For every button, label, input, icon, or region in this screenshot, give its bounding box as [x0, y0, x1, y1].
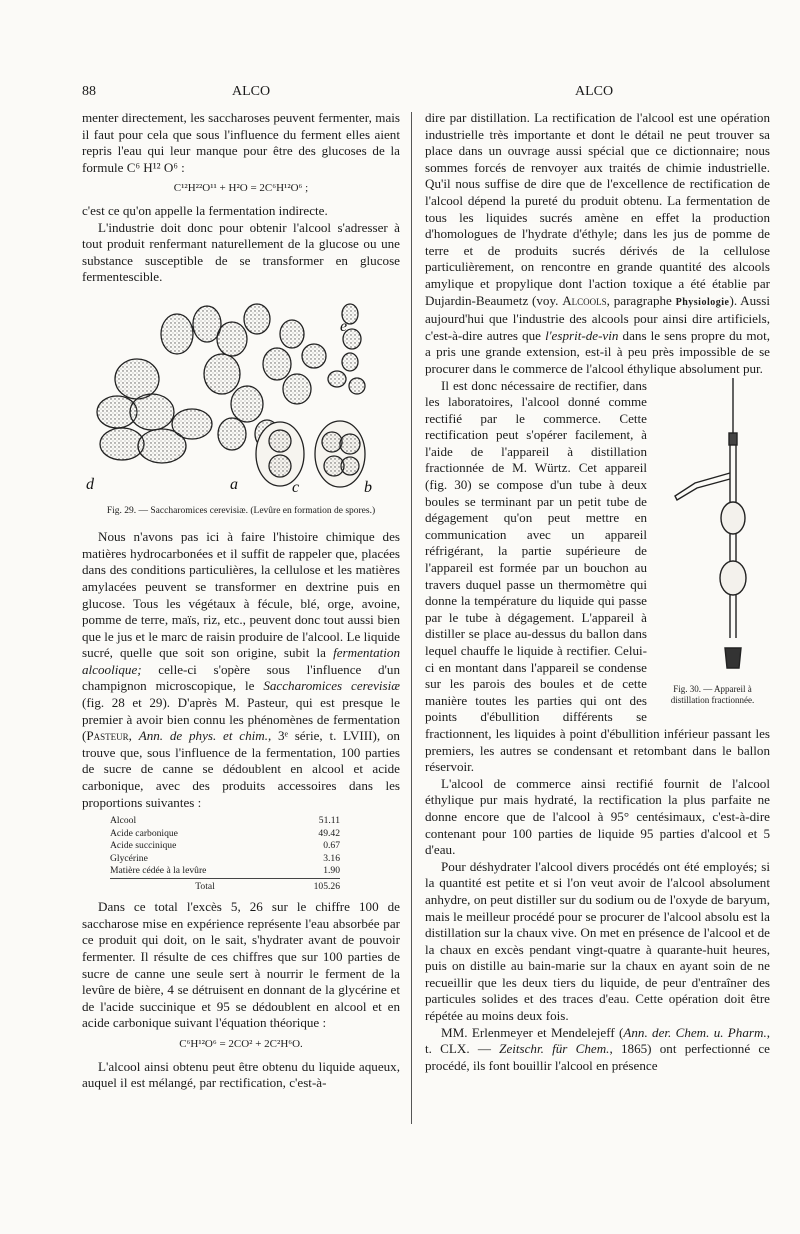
figure-30-apparatus — [655, 378, 770, 717]
formula: C¹²H²²O¹¹ + H²O = 2C⁶H¹²O⁶ ; — [173, 182, 309, 195]
fermentation-products-table — [110, 815, 340, 893]
figure-letter: c — [292, 478, 300, 494]
table-row — [110, 853, 340, 866]
paragraph: Nous n'avons pas ici à faire l'histoire chimique des matières hydrocarbonées et il suffit de rappeler que, placées dans des conditions particulières, la cellulose et les matières amylacées peuvent se transformer en dextrine puis en glucose. Tous les végétaux à fécule, blé, orge, avoine, pomme de terre, maïs, riz, etc., peuvent donc tout aussi bien que le jus et le marc de raisin produire de l'alcool. Le liquide sucré, quelle que soit son origine, subit la fermentation alcoolique; celle-ci s'opère sous l'influence d'un champignon microscopique, le Saccharomices cerevisiæ (fig. 28 et 29). D'après M. Pasteur, qui est presque le premier à avoir bien connu les phénomènes de fermentation (Pasteur, Ann. de phys. et chim., 3ᵉ série, t. LVIII), on trouve que, sous l'influence de la fermentation, 100 parties de sucre de canne se dédoublent en alcool et acide carbonique, avec des produits accessoires dans les proportions suivantes : — [82, 529, 400, 810]
figure-letter: e — [340, 317, 348, 335]
right-running-title: ALCO — [575, 84, 614, 99]
paragraph: L'alcool de commerce ainsi rectifié fournit de l'alcool éthylique pur mais hydraté, la rectification la plus parfaite ne donne encore que de l'alcool à 95° centésimaux, c'est-à-dire contenant pour 100 parties de liquide 95 parties d'alcool et 5 d'eau. — [425, 775, 770, 858]
table-row — [110, 865, 340, 878]
paragraph: Dans ce total l'excès 5, 26 sur le chiffre 100 de saccharose mise en expérience représente l'eau absorbée par ce produit qui doit, on le sait, s'hydrater avant de pouvoir fermenter. Il résulte de ces chiffres que sur 100 parties de sucre de canne une seule sert à nourrir le ferment de la levûre de bière, 4 se détruisent en donnant de la glycérine et de l'acide succinique et 95 se dédoublent en alcool et en acide carbonique suivant l'équation théorique : — [82, 899, 400, 1031]
figure-letter: b — [364, 478, 372, 494]
formula: C⁶H¹²O⁶ = 2CO² + 2C²H⁶O. — [179, 1037, 303, 1050]
paragraph: MM. Erlenmeyer et Mendelejeff (Ann. der. Chem. u. Pharm., t. CLX. — Zeitschr. für Chem., 1865) ont perfectionné ce procédé, ils font bouillir l'alcool en présence — [425, 1024, 771, 1073]
table-row — [110, 828, 340, 841]
table-row — [110, 840, 340, 853]
paragraph: L'alcool ainsi obtenu peut être obtenu du liquide aqueux, auquel il est mélangé, par rectification, c'est-à- — [82, 1058, 400, 1091]
figure-29-yeast — [82, 294, 400, 499]
paragraph: c'est ce qu'on appelle la fermentation indirecte. — [82, 202, 328, 218]
distillation-apparatus-illustration — [655, 378, 770, 678]
table-cell-value: 51.11 — [318, 815, 340, 827]
paragraph: dire par distillation. La rectification de l'alcool est une opération industrielle très importante et dont le détail ne peut trouver sa place dans un ouvrage aussi spécial que ce dictionnaire; nous sommes forcés de renvoyer aux traités de chimie industrielle. Qu'il nous suffise de dire que de l'excellence de rectification de l'alcool dépend la pureté du produit obtenu. La fermentation de tous les liquides sucrés amène en effet la production d'homologues de l'hydrate d'éthyle; dans les jus de pomme de terre et de produits sucrés dérivés de la cellulose particulièrement, on rencontre en grande quantité des alcools amylique et propylique dont l'action toxique a été établie par Dujardin-Beaumetz (voy. Alcools, paragraphe Physiologie). Aussi aujourd'hui que l'industrie des alcools pour ainsi dire artificiels, c'est-à-dire autres que l'esprit-de-vin dans le sens propre du mot, a pris une grande extension, est-il à peu près impossible de se procurer dans le commerce de l'alcool éthylique absolument pur. — [425, 110, 770, 376]
figure-letter: d — [86, 475, 94, 493]
table-row — [110, 815, 340, 828]
running-header — [0, 84, 800, 106]
table-total-row: Total 105.26 — [110, 878, 340, 893]
left-running-title: ALCO — [232, 84, 271, 99]
table-cell-value: 0.67 — [323, 840, 340, 852]
figure-29-caption: Fig. 29. — Saccharomices cerevisiæ. (Levûre en formation de spores.) — [106, 505, 376, 516]
table-cell-label: Alcool — [110, 815, 137, 827]
table-cell-value: 1.90 — [323, 865, 340, 877]
paragraph: Il est donc nécessaire de rectifier, dans les laboratoires, l'alcool donné comme rectifié par le commerce. Cette rectification peut s'opérer facilement, à l'aide de l'appareil à distillation fractionnée de M. Würtz. Cet appareil (fig. 30) se compose d'un tube à deux boules se terminant par un petit tube de dégagement qu'on peut mettre en communication avec un appareil réfrigérant, la partie supérieure de l'appareil est formée par un bouchon au travers duquel passe un thermomètre qui donne la température du liquide qui passe par le tube à dégagement. L'appareil à distiller se place au-dessus du ballon dans lequel chauffe le liquide à rectifier. Celui-ci en montant dans l'appareil se condense sur les parois des boules et de cette manière toutes les parties qui ont des points d'ébullition différents se fractionnent, les liquides à point d'ébullition inférieur passant les premiers, les autres se condensant et retombant dans le ballon réservoir. — [425, 377, 770, 775]
yeast-illustration — [82, 294, 400, 494]
table-cell-value: 3.16 — [323, 852, 340, 864]
figure-30-caption: Fig. 30. — Appareil à distillation fractionnée. — [670, 684, 755, 706]
paragraph: Pour déshydrater l'alcool divers procédés ont été employés; si la quantité est petite et si l'on veut avoir de l'alcool absolument anhydre, on peut distiller sur du sodium ou de l'oxyde de baryum, mais le meilleur procédé pour se procurer de l'alcool absolu est la distillation sur la chaux vive. On met en présence de l'alcool et de la chaux en excès pendant vingt-quatre à quarante-huit heures, puis on distille au bain-marie sur la chaux en ayant soin de ne recueillir que les deux tiers du liquide, de peur d'entraîner des particules solides et des traces d'eau. Cette opération doit être répétée au moins deux fois. — [425, 858, 770, 1024]
paragraph: L'industrie doit donc pour obtenir l'alcool s'adresser à tout produit renfermant naturellement de la glucose ou une substance susceptible de se transformer en glucose fermentescible. — [82, 219, 400, 285]
table-cell-value: 49.42 — [318, 827, 340, 839]
page-number: 88 — [82, 84, 96, 99]
right-column — [425, 110, 770, 1074]
table-cell-label: Acide succinique — [110, 840, 177, 852]
table-cell-label: Matière cédée à la levûre — [110, 865, 207, 877]
paragraph: menter directement, les saccharoses peuvent fermenter, mais il faut pour cela que sous l'influence du ferment elles aient repris l'eau qui leur manque pour être des glucoses de la formule C⁶ H¹² O⁶ : — [82, 110, 400, 175]
figure-letter: a — [230, 475, 238, 493]
left-column — [82, 110, 400, 1092]
column-divider — [411, 112, 412, 1124]
table-cell-label: Glycérine — [110, 852, 148, 864]
table-cell-label: Acide carbonique — [110, 827, 178, 839]
